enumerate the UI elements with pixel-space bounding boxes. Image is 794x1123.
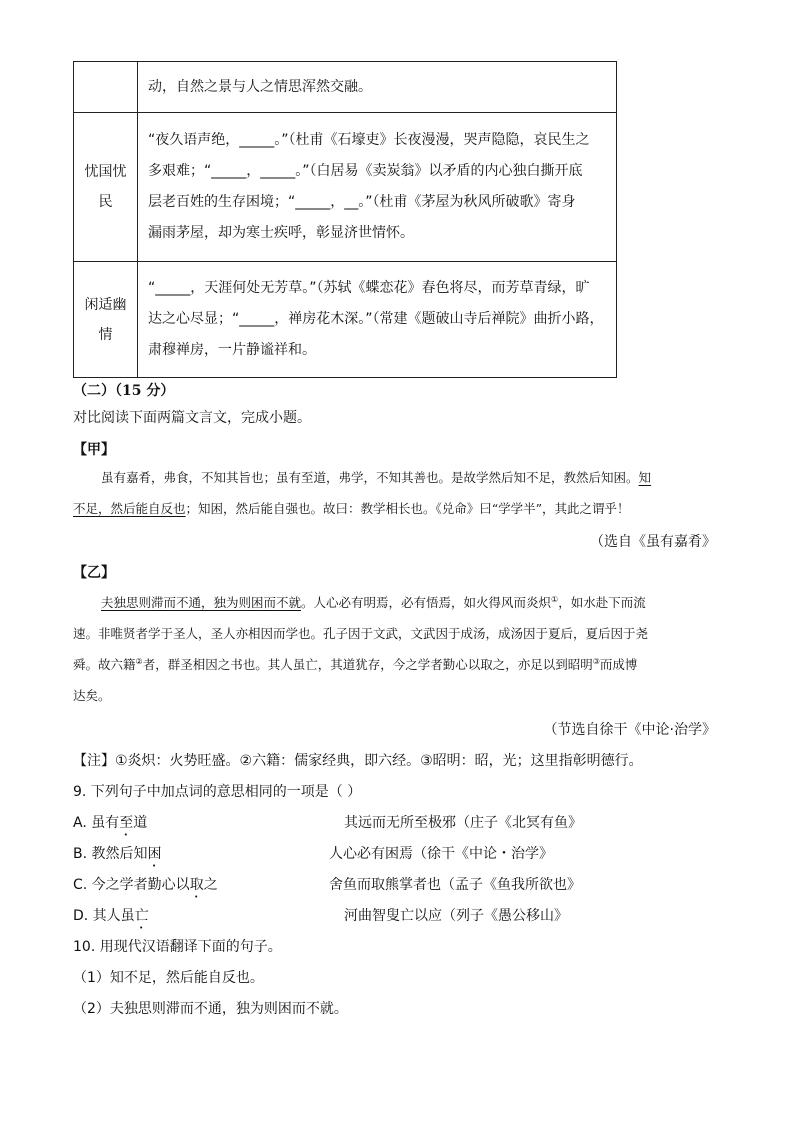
poetry-table [73, 61, 617, 378]
cell-line: “夜久语声绝，_____。”（杜甫《石壕吏》长夜漫漫，哭声隐隐，哀民生之 [148, 132, 590, 148]
q9-option-c-left[interactable]: C. 今之学者勤心以取之 [73, 877, 218, 893]
passage-text: 虽有嘉肴，弗食，不知其旨也；虽有至道，弗学，不知其善也。是故学然后知不足，教然后知困。 [101, 470, 639, 485]
q9-option-a-right: 其远而无所至极邪（庄子《北冥有鱼》 [344, 815, 582, 831]
cell-line: 肃穆禅房，一片静谧祥和。 [148, 342, 316, 358]
passage-text: ；知困，然后能自强也。故曰：教学相长也。《兑命》曰“学学半”，其此之谓乎！ [185, 501, 630, 516]
section-heading: （二）（15 分） [73, 383, 175, 399]
table-row [74, 113, 617, 262]
category-label: 忧国忧 [84, 164, 127, 180]
passage-line [73, 499, 718, 517]
passage-text: 。人心必有明焉，必有悟焉，如火得风而炎炽 [301, 595, 552, 610]
question-10-stem: 10. 用现代汉语翻译下面的句子。 [73, 939, 282, 955]
dotted-word: 至 [119, 815, 134, 831]
q9-option-d-right: 河曲智叟亡以应（列子《愚公移山》 [344, 908, 568, 924]
passage-line [101, 593, 718, 611]
dotted-word: 困 [147, 846, 162, 862]
dotted-word: 取 [189, 877, 204, 893]
passage-yi-source: （节选自徐干《中论·治学》 [543, 722, 716, 738]
passage-text: 而成博 [599, 657, 638, 672]
cell-line: “_____，天涯何处无芳草。”（苏轼《蝶恋花》春色将尽，而芳草青绿，旷 [148, 280, 590, 296]
q9-option-d-left[interactable]: D. 其人虽亡 [73, 908, 149, 924]
footnote-marker: ② [135, 656, 143, 666]
underlined-text: 不足，然后能自反也 [73, 501, 186, 516]
table-category-cell [74, 113, 138, 262]
q9-option-a-left[interactable]: A. 虽有至道 [73, 815, 148, 831]
passage-yi-tag: 【乙】 [73, 565, 115, 581]
passage-text: ，如水赴下而流 [558, 595, 646, 610]
q9-option-b-right: 人心必有困焉（徐干《中论・治学》 [329, 846, 553, 862]
dotted-word: 亡 [134, 908, 149, 924]
cell-line: 达之心尽显；“_____，禅房花木深。”（常建《题破山寺后禅院》曲折小路， [148, 311, 604, 327]
passage-jia-tag: 【甲】 [73, 442, 115, 458]
category-label: 民 [98, 194, 113, 210]
cell-line: 漏雨茅屋，却为寒士疾呼，彰显济世情怀。 [148, 225, 414, 241]
table-content-cell [138, 113, 617, 262]
footnote-marker: ① [551, 594, 559, 604]
section-instruction: 对比阅读下面两篇文言文，完成小题。 [73, 410, 311, 426]
annotation-note: 【注】①炎炽：火势旺盛。②六籍：儒家经典，即六经。③昭明：昭，光；这里指彰明德行。 [73, 753, 643, 769]
q9-option-b-left[interactable]: B. 教然后知困 [73, 846, 162, 862]
table-content-cell [138, 262, 617, 378]
category-label: 闲适幽 [84, 296, 127, 313]
passage-line: 达矣。 [73, 688, 111, 703]
table-category-cell [74, 62, 138, 113]
table-row [74, 262, 617, 378]
passage-line [101, 468, 718, 486]
question-10-item-1: （1）知不足，然后能自反也。 [73, 970, 264, 986]
underlined-text: 知 [638, 470, 652, 485]
table-category-cell [74, 262, 138, 378]
cell-line: 多艰难；“_____，_____。”（白居易《卖炭翁》以矛盾的内心独白撕开底 [148, 163, 583, 179]
table-row [74, 62, 617, 113]
q9-option-c-right: 舍鱼而取熊掌者也（孟子《鱼我所欲也》 [329, 877, 581, 893]
passage-text: 舜。故六籍 [73, 657, 136, 672]
passage-text: 者，群圣相因之书也。其人虽亡，其道犹存，今之学者勤心以取之，亦足以到昭明 [142, 657, 593, 672]
passage-jia-source: （选自《虽有嘉肴》 [590, 534, 716, 550]
question-10-item-2: （2）夫独思则滞而不通，独为则困而不就。 [73, 1001, 348, 1017]
table-content-cell: 动，自然之景与人之情思浑然交融。 [138, 62, 617, 113]
footnote-marker: ③ [592, 656, 600, 666]
passage-line: 速。非唯贤者学于圣人，圣人亦相因而学也。孔子因于文武，文武因于成汤，成汤因于夏后，夏后因于尧 [73, 626, 649, 641]
question-9-stem: 9. 下列句子中加点词的意思相同的一项是（ ） [73, 784, 362, 800]
category-label: 情 [98, 326, 113, 343]
underlined-text: 夫独思则滞而不通，独为则困而不就 [101, 595, 302, 610]
passage-line [73, 655, 718, 673]
cell-line: 层老百姓的生存困境；“_____，__。”（杜甫《茅屋为秋风所破歌》寄身 [148, 194, 576, 210]
